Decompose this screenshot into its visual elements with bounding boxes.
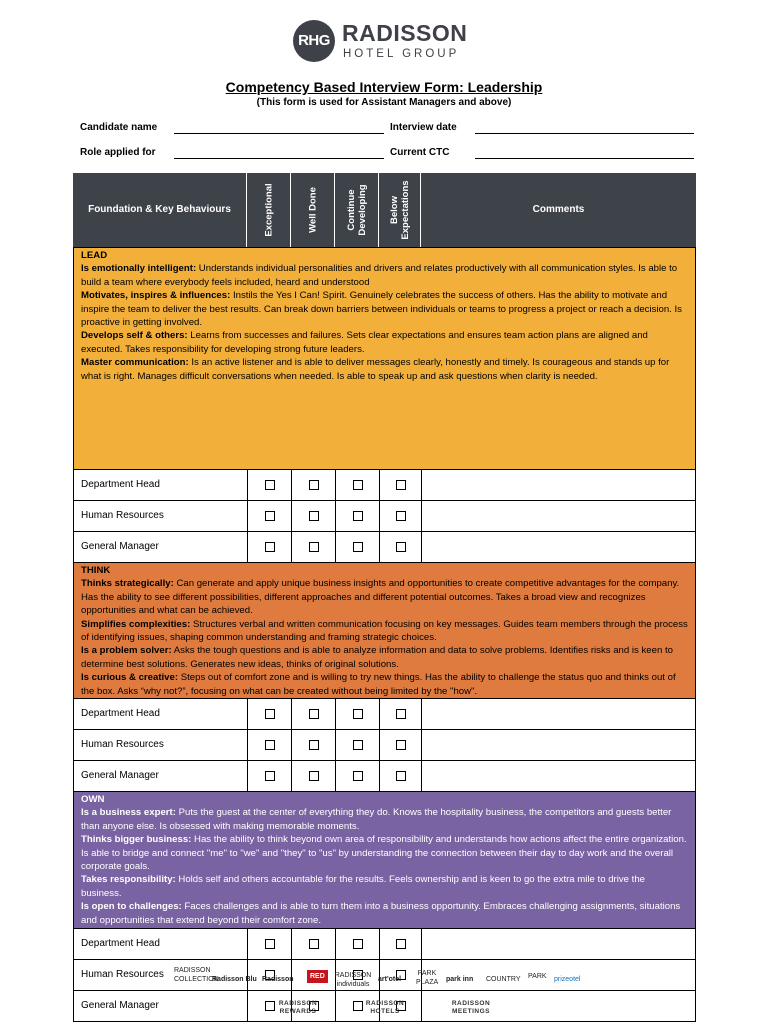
checkbox-continue-developing[interactable]: [353, 480, 363, 490]
header-continue-developing: Continue Developing: [345, 184, 368, 236]
rating-row: [73, 729, 696, 760]
rating-row: [73, 928, 696, 959]
checkbox-continue-developing[interactable]: [353, 740, 363, 750]
section-title: OWN: [81, 794, 105, 805]
company-logo: [293, 20, 483, 64]
checkbox-below-expectations[interactable]: [396, 542, 406, 552]
current-ctc-label: Current CTC: [390, 147, 450, 158]
rating-row: [73, 698, 696, 729]
section-own: [73, 791, 696, 928]
brand-radisson-red: RED: [307, 970, 328, 983]
brand-radisson-collection: RADISSON COLLECTION: [174, 967, 219, 983]
comments-cell[interactable]: [422, 501, 695, 531]
interview-date-field[interactable]: [475, 133, 694, 134]
checkbox-exceptional[interactable]: [265, 511, 275, 521]
competency-item: Takes responsibility: Holds self and others accountable for the results. Feels ownership and is keen to go the extra mile to drive the business.: [81, 874, 646, 899]
checkbox-continue-developing[interactable]: [353, 939, 363, 949]
brand-park: PARK: [528, 973, 547, 980]
checkbox-well-done[interactable]: [309, 511, 319, 521]
section-title: THINK: [81, 565, 111, 576]
brand-logos: [170, 966, 600, 992]
competency-item: Is a business expert: Puts the guest at the center of everything they do. Knows the hospitality business, the competitors and guests better than anyone else. Is obsessed with making memorable moments.: [81, 807, 672, 832]
competency-item: Thinks strategically: Can generate and apply unique business insights and opportunities to create competitive advantages for the company. Has the ability to see different possibilities, different approaches and different potential outcomes. Takes a broad view and recognizes opportunities and what can be achieved.: [81, 578, 680, 617]
checkbox-well-done[interactable]: [309, 542, 319, 552]
brand-park-inn: park inn: [446, 976, 474, 983]
interview-date-label: Interview date: [390, 122, 457, 133]
candidate-name-label: Candidate name: [80, 122, 158, 133]
checkbox-well-done[interactable]: [309, 771, 319, 781]
brand-prizeotel: prizeotel: [554, 976, 581, 983]
checkbox-exceptional[interactable]: [265, 939, 275, 949]
competency-item: Motivates, inspires & influences: Instils the Yes I Can! Spirit. Genuinely celebrates the success of others. Has the ability to motivate and inspire the team to deliver the best results. Can break down barriers between individuals or teams to progress a project or reach a decision. Is proactive in getting involved.: [81, 290, 682, 329]
candidate-name-field[interactable]: [174, 133, 384, 134]
competency-item: Is emotionally intelligent: Understands individual personalities and drivers and relates productively with all communication styles. Is able to build a team where everybody feels included, heard and understood: [81, 263, 678, 288]
footer-radisson-rewards: RADISSON REWARDS: [278, 1000, 318, 1015]
rating-row: [73, 760, 696, 791]
rating-row: [73, 500, 696, 531]
role-applied-label: Role applied for: [80, 147, 156, 158]
rater-label: Human Resources: [74, 730, 248, 760]
comments-cell[interactable]: [422, 470, 695, 500]
checkbox-well-done[interactable]: [309, 740, 319, 750]
logo-subtitle: HOTEL GROUP: [343, 48, 460, 60]
form-title: Competency Based Interview Form: Leadership: [225, 79, 543, 95]
competency-item: Is a problem solver: Asks the tough questions and is able to analyze information and data to solve problems. Identifies risks and is keen to determine best solutions. Generates new ideas, thinks of original solutions.: [81, 645, 673, 670]
competency-item: Is curious & creative: Steps out of comfort zone and is willing to try new things. Has the ability to challenge the status quo and thinks out of the box. Asks “why not?”, focusing on what can be created without being limited by the "how".: [81, 672, 676, 697]
checkbox-well-done[interactable]: [309, 480, 319, 490]
competency-item: Develops self & others: Learns from successes and failures. Sets clear expectations and ensures team action plans are aligned and executed. Takes responsibility for developing strong future leaders.: [81, 330, 648, 355]
checkbox-exceptional[interactable]: [265, 740, 275, 750]
brand-radisson: Radisson: [262, 976, 294, 983]
checkbox-exceptional[interactable]: [265, 542, 275, 552]
checkbox-below-expectations[interactable]: [396, 511, 406, 521]
competency-item: Thinks bigger business: Has the ability to think beyond own area of responsibility and understands how actions affect the entire organization. Is able to bridge and connect "me" to "we" and "they" to "us" by understanding the connection between their day to day work and the overall corporate goals.: [81, 834, 687, 873]
logo-mark: RHG: [293, 20, 335, 62]
comments-cell[interactable]: [422, 532, 695, 562]
checkbox-exceptional[interactable]: [265, 709, 275, 719]
role-applied-field[interactable]: [174, 158, 384, 159]
table-header: [73, 173, 696, 247]
rater-label: Department Head: [74, 470, 248, 500]
checkbox-continue-developing[interactable]: [353, 542, 363, 552]
checkbox-well-done[interactable]: [309, 709, 319, 719]
checkbox-exceptional[interactable]: [265, 771, 275, 781]
checkbox-below-expectations[interactable]: [396, 709, 406, 719]
header-well-done: Well Done: [307, 187, 318, 233]
checkbox-below-expectations[interactable]: [396, 480, 406, 490]
rater-label: General Manager: [74, 532, 248, 562]
competency-item: Is open to challenges: Faces challenges and is able to turn them into a business opportunity. Embraces challenging assignments, situations and opportunities that extend beyond their comfort zone.: [81, 901, 681, 926]
section-lead: [73, 247, 696, 469]
logo-brand: RADISSON: [342, 20, 468, 46]
section-think: [73, 562, 696, 698]
comments-cell[interactable]: [422, 699, 695, 729]
section-title: LEAD: [81, 250, 108, 261]
header-below-expectations: Below Expectations: [388, 180, 411, 240]
footer-radisson-hotels: RADISSON HOTELS: [365, 1000, 405, 1015]
form-subtitle: (This form is used for Assistant Managers and above): [256, 97, 512, 108]
footer-radisson-meetings: RADISSON MEETINGS: [451, 1000, 491, 1015]
competency-table: [73, 173, 696, 1022]
header-comments: Comments: [532, 204, 585, 215]
brand-radisson-individuals: RADISSON individuals: [334, 972, 372, 988]
checkbox-below-expectations[interactable]: [396, 771, 406, 781]
brand-artotel: art'otel: [378, 976, 402, 983]
competency-item: Simplifies complexities: Structures verbal and written communication focusing on key messages. Guides team members through the process of identifying issues, shaping common understanding and framing strategic choices.: [81, 618, 688, 644]
checkbox-continue-developing[interactable]: [353, 511, 363, 521]
rater-label: General Manager: [74, 761, 248, 791]
rating-row: [73, 531, 696, 562]
brand-radisson-blu: Radisson Blu: [212, 976, 257, 983]
checkbox-exceptional[interactable]: [265, 1001, 275, 1011]
rater-label: Department Head: [74, 929, 248, 959]
checkbox-continue-developing[interactable]: [353, 771, 363, 781]
checkbox-below-expectations[interactable]: [396, 939, 406, 949]
brand-park-plaza: PARK PLAZA: [416, 970, 439, 986]
comments-cell[interactable]: [422, 730, 695, 760]
rater-label: Human Resources: [74, 501, 248, 531]
comments-cell[interactable]: [422, 929, 695, 959]
brand-country: COUNTRY: [486, 976, 521, 983]
current-ctc-field[interactable]: [475, 158, 694, 159]
checkbox-well-done[interactable]: [309, 939, 319, 949]
rater-label: Department Head: [74, 699, 248, 729]
header-behaviours: Foundation & Key Behaviours: [88, 204, 231, 215]
competency-item: Master communication: Is an active listener and is able to deliver messages clearly, honestly and timely. Is courageous and stands up for what is right. Manages difficult conversations when needed. Is able to speak up and ask questions when clarity is needed.: [81, 357, 670, 382]
rater-label: General Manager: [74, 991, 248, 1021]
checkbox-continue-developing[interactable]: [353, 709, 363, 719]
header-exceptional: Exceptional: [263, 183, 274, 237]
rating-row: [73, 469, 696, 500]
checkbox-exceptional[interactable]: [265, 480, 275, 490]
rater-label: Human Resources: [74, 960, 248, 990]
comments-cell[interactable]: [422, 761, 695, 791]
checkbox-below-expectations[interactable]: [396, 740, 406, 750]
